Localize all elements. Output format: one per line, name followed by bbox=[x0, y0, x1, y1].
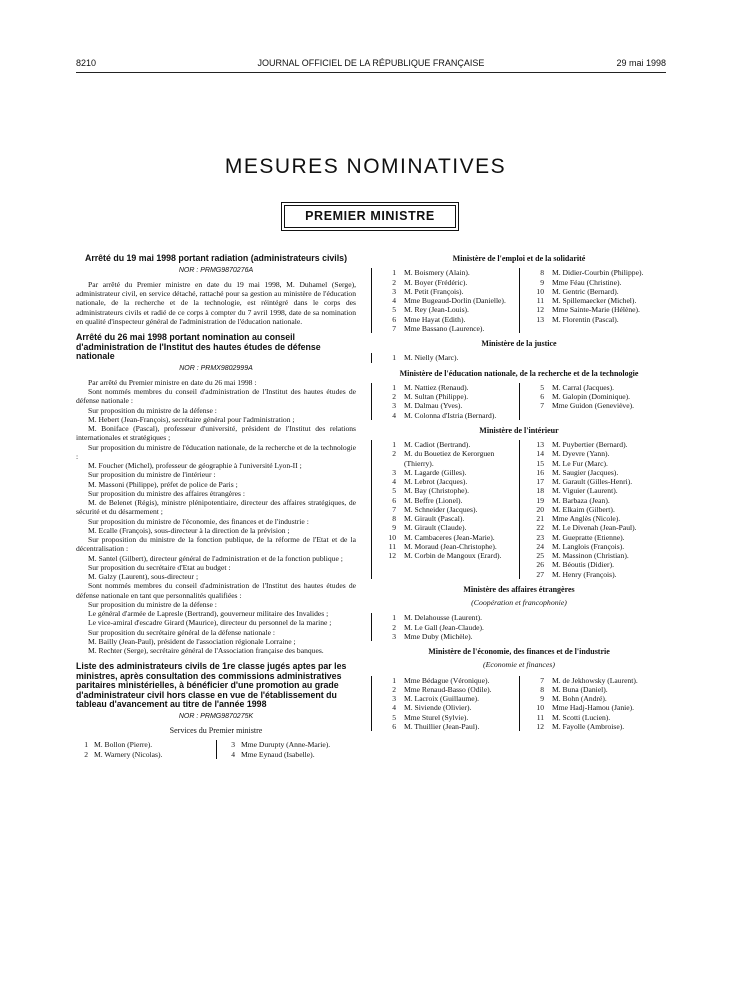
list-item-name: M. Corbin de Mangoux (Erard). bbox=[404, 551, 502, 560]
list-item-number: 21 bbox=[536, 514, 544, 523]
list-item-number: 3 bbox=[392, 286, 396, 296]
list-item-name: Mme Sainte-Marie (Hélène). bbox=[552, 305, 640, 315]
list-item bbox=[231, 740, 356, 750]
list-item-number: 16 bbox=[536, 467, 544, 477]
list-item-number: 2 bbox=[392, 449, 396, 459]
arrete-2-paragraph: Sur proposition du secrétaire général de la défense nationale : bbox=[88, 627, 276, 637]
list-item-name: M. Fayolle (Ambroise). bbox=[552, 721, 625, 731]
list-item-name: M. Langlois (François). bbox=[552, 541, 625, 551]
arrete-2-paragraph: Le vice-amiral d'escadre Girard (Maurice), directeur du personnel de la marine ; bbox=[88, 618, 332, 628]
list-item-name: Mme Bugeaud-Dorlin (Danielle). bbox=[404, 296, 506, 305]
header-rule bbox=[76, 72, 666, 73]
list-item-name: M. Florentin (Pascal). bbox=[552, 314, 619, 324]
list-item bbox=[392, 495, 519, 505]
list-item bbox=[536, 296, 667, 305]
list-item bbox=[540, 392, 667, 401]
arrete-3-title: Liste des administrateurs civils de 1re classe jugés aptes par les ministres, après consultation des commissions administratives paritaires ministérielles, à bénéficier d'une promotion au grade d'administrateur civil hors classe en vue de l'établissement du tableau d'avancement au titre de l'année 1998 bbox=[76, 661, 347, 710]
list-item-name: Mme Renaud-Basso (Odile). bbox=[404, 684, 492, 694]
list-item-name: M. Nielly (Marc). bbox=[404, 353, 459, 363]
ministry-list-right bbox=[519, 440, 667, 579]
list-item-number: 9 bbox=[540, 277, 544, 287]
list-item-number: 1 bbox=[392, 613, 396, 623]
list-item bbox=[392, 268, 519, 278]
journal-title: JOURNAL OFFICIEL DE LA RÉPUBLIQUE FRANÇAISE bbox=[257, 58, 485, 68]
ministry-list bbox=[371, 440, 667, 579]
list-item bbox=[392, 440, 519, 449]
arrete-2-paragraph: M. Ecalle (François), sous-directeur à la direction de la prévision ; bbox=[88, 525, 290, 535]
list-item-number: 11 bbox=[388, 541, 396, 551]
list-item bbox=[536, 495, 667, 505]
list-item-name: Mme Hadj-Hamou (Janie). bbox=[552, 703, 635, 713]
list-item-name: M. Garault (Gilles-Henri). bbox=[552, 477, 633, 486]
list-item-number: 1 bbox=[84, 740, 88, 750]
list-item bbox=[540, 675, 667, 685]
list-item-name: M. du Bouetiez de Kerorguen (Thierry). bbox=[404, 449, 495, 468]
list-item-name: Mme Sturel (Sylvie). bbox=[404, 712, 469, 722]
services-list-left bbox=[76, 740, 216, 759]
page-number: 8210 bbox=[76, 58, 97, 68]
list-item-number: 1 bbox=[392, 353, 396, 363]
ministry-list-left bbox=[371, 268, 519, 333]
list-item-number: 5 bbox=[392, 305, 396, 315]
list-item bbox=[536, 458, 667, 468]
list-item bbox=[536, 514, 667, 523]
list-item bbox=[536, 305, 667, 315]
list-item bbox=[392, 675, 519, 685]
list-item-name: M. Schneider (Jacques). bbox=[404, 504, 478, 514]
list-item-name: M. Saugier (Jacques). bbox=[552, 467, 619, 477]
list-item-name: M. Moraud (Jean-Christophe). bbox=[404, 541, 497, 551]
list-item-number: 3 bbox=[392, 694, 396, 703]
ministry-title: Ministère de la justice bbox=[481, 339, 557, 348]
section-title: PREMIER MINISTRE bbox=[284, 205, 456, 228]
list-item-number: 14 bbox=[536, 449, 544, 459]
ministry-title: Ministère de l'économie, des finances et de l'industrie bbox=[428, 647, 610, 656]
list-item bbox=[392, 504, 519, 514]
list-item bbox=[540, 268, 667, 278]
list-item-number: 24 bbox=[536, 541, 544, 551]
list-item bbox=[540, 684, 667, 694]
list-item bbox=[392, 277, 519, 287]
ministry-list bbox=[371, 268, 667, 333]
list-item-name: M. Dyevre (Yann). bbox=[552, 449, 610, 459]
list-item-name: Mme Bédague (Véronique). bbox=[404, 675, 490, 685]
list-item-number: 7 bbox=[392, 504, 396, 514]
list-item bbox=[392, 382, 519, 392]
list-item-name: M. Viguier (Laurent). bbox=[552, 486, 618, 496]
list-item-number: 25 bbox=[536, 551, 544, 560]
list-item bbox=[84, 749, 216, 759]
page-header bbox=[76, 58, 666, 72]
list-item bbox=[536, 569, 667, 579]
list-item-number: 23 bbox=[536, 532, 544, 542]
list-item-name: M. Béoutis (Didier). bbox=[552, 560, 615, 570]
list-item bbox=[392, 323, 519, 333]
ministry-subtitle: (Coopération et francophonie) bbox=[471, 598, 567, 607]
list-item-name: M. Lacroix (Guillaume). bbox=[404, 694, 480, 703]
list-item-number: 20 bbox=[536, 504, 544, 514]
list-item-name: M. Puybertier (Bernard). bbox=[552, 440, 628, 449]
list-item-name: M. Barbaza (Jean). bbox=[552, 495, 610, 505]
list-item-name: M. Thuillier (Jean-Paul). bbox=[404, 721, 480, 731]
list-item-number: 19 bbox=[536, 495, 544, 505]
list-item-name: Mme Guidon (Geneviève). bbox=[552, 401, 635, 411]
list-item-number: 2 bbox=[84, 749, 88, 759]
list-item-number: 8 bbox=[540, 268, 544, 278]
list-item bbox=[536, 504, 667, 514]
arrete-2-paragraph: M. Bailly (Jean-Paul), président de l'association régionale Lorraine ; bbox=[88, 636, 296, 646]
list-item-name: Mme Hayat (Edith). bbox=[404, 314, 466, 324]
arrete-2-paragraph: M. Santel (Gilbert), directeur général de l'administration et de la fonction publique ; bbox=[88, 553, 343, 563]
list-item bbox=[540, 277, 667, 287]
list-item-number: 11 bbox=[536, 712, 544, 722]
ministry-list-right bbox=[519, 383, 667, 420]
list-item bbox=[536, 449, 667, 459]
ministry-list-left bbox=[371, 440, 519, 579]
list-item-number: 12 bbox=[536, 721, 544, 731]
list-item-number: 12 bbox=[388, 551, 396, 560]
list-item-name: M. de Jekhowsky (Laurent). bbox=[552, 675, 638, 685]
list-item-name: M. Nattiez (Renaud). bbox=[404, 382, 469, 392]
list-item-number: 7 bbox=[540, 401, 544, 411]
list-item-name: M. Colonna d'Istria (Bernard). bbox=[404, 410, 497, 420]
arrete-2-paragraph: Sont nommés membres du conseil d'administration de l'Institut des hautes études de défense nationale en tant que personnalités qualifiées : bbox=[76, 581, 356, 600]
list-item-name: M. Buna (Daniel). bbox=[552, 684, 608, 694]
list-item-number: 2 bbox=[392, 684, 396, 694]
list-item bbox=[536, 440, 667, 449]
list-item-number: 2 bbox=[392, 277, 396, 287]
list-item-number: 7 bbox=[540, 675, 544, 685]
list-item bbox=[84, 740, 216, 750]
arrete-2-nor: NOR : PRMX9802999A bbox=[179, 364, 253, 372]
list-item-name: M. Rey (Jean-Louis). bbox=[404, 305, 469, 315]
list-item-number: 9 bbox=[540, 694, 544, 703]
list-item-number: 10 bbox=[388, 532, 396, 542]
list-item-name: M. Lagarde (Gilles). bbox=[404, 467, 467, 477]
list-item-number: 5 bbox=[392, 486, 396, 496]
list-item bbox=[536, 551, 667, 560]
ministry-subtitle: (Economie et finances) bbox=[483, 660, 555, 670]
list-item-number: 1 bbox=[392, 440, 396, 449]
arrete-2-paragraph: Par arrêté du Premier ministre en date du 26 mai 1998 : bbox=[88, 377, 257, 387]
list-item-name: M. Spillemaecker (Michel). bbox=[552, 296, 637, 305]
list-item-number: 13 bbox=[536, 440, 544, 449]
arrete-1-title: Arrêté du 19 mai 1998 portant radiation (administrateurs civils) bbox=[84, 253, 348, 263]
list-item-name: M. Elkaim (Gilbert). bbox=[552, 504, 615, 514]
arrete-2-paragraph: Sur proposition du ministre de la défense : bbox=[88, 599, 217, 609]
ministry-list bbox=[371, 353, 667, 362]
list-item-number: 12 bbox=[536, 305, 544, 315]
list-item-name: Mme Bassano (Laurence). bbox=[404, 323, 485, 333]
list-item bbox=[392, 514, 519, 523]
arrete-2-paragraph: M. de Belenet (Régis), ministre plénipotentiaire, directeur des affaires stratégiques, de sécurité et du désarmement ; bbox=[76, 498, 356, 517]
list-item-name: M. Girault (Claude). bbox=[404, 523, 467, 533]
list-item bbox=[536, 712, 667, 722]
list-item bbox=[392, 486, 519, 496]
list-item-name: M. Guepratte (Etienne). bbox=[552, 532, 625, 542]
main-title: MESURES NOMINATIVES bbox=[224, 155, 507, 178]
list-item-number: 6 bbox=[392, 314, 396, 324]
list-item-name: M. Massinon (Christian). bbox=[552, 551, 629, 560]
list-item-name: M. Bollon (Pierre). bbox=[94, 740, 153, 750]
list-item bbox=[536, 286, 667, 296]
ministry-list bbox=[371, 383, 667, 420]
list-item bbox=[392, 467, 519, 477]
list-item-number: 2 bbox=[392, 622, 396, 632]
ministry-list-left bbox=[371, 676, 519, 732]
list-item-number: 4 bbox=[392, 477, 396, 486]
arrete-2-paragraph: M. Massoni (Philippe), préfet de police de Paris ; bbox=[88, 479, 238, 489]
list-item-name: M. Le Gall (Jean-Claude). bbox=[404, 622, 484, 632]
list-item bbox=[392, 613, 667, 623]
list-item bbox=[540, 401, 667, 411]
ministry-list bbox=[371, 676, 667, 732]
arrete-2-paragraph: Sur proposition du ministre de la fonction publique, de la réforme de l'Etat et de la décentralisation : bbox=[76, 535, 356, 554]
list-item-number: 6 bbox=[392, 721, 396, 731]
list-item-number: 6 bbox=[392, 495, 396, 505]
list-item-number: 7 bbox=[392, 323, 396, 333]
ministry-list bbox=[371, 613, 667, 641]
list-item bbox=[536, 486, 667, 496]
list-item-number: 5 bbox=[392, 712, 396, 722]
list-item-number: 26 bbox=[536, 560, 544, 570]
list-item bbox=[536, 532, 667, 542]
arrete-2-paragraph: M. Hebert (Jean-François), secrétaire général pour l'administration ; bbox=[88, 414, 295, 424]
list-item-number: 4 bbox=[392, 410, 396, 420]
list-item-name: M. Bohn (André). bbox=[552, 694, 607, 703]
list-item-number: 3 bbox=[231, 740, 235, 750]
list-item bbox=[536, 721, 667, 731]
list-item-name: M. Bay (Christophe). bbox=[404, 486, 469, 496]
list-item bbox=[536, 541, 667, 551]
list-item-name: M. Carral (Jacques). bbox=[552, 382, 614, 392]
list-item bbox=[536, 314, 667, 324]
list-item-name: M. Warnery (Nicolas). bbox=[94, 749, 163, 759]
list-item-name: Mme Eynaud (Isabelle). bbox=[241, 749, 315, 759]
list-item bbox=[392, 523, 519, 533]
services-list-right bbox=[216, 740, 356, 759]
list-item-name: M. Boismery (Alain). bbox=[404, 268, 470, 278]
list-item-number: 4 bbox=[392, 296, 396, 305]
arrete-2-paragraph: Sur proposition du ministre de l'éducation nationale, de la recherche et de la technologie : bbox=[76, 442, 356, 461]
list-item bbox=[392, 622, 667, 632]
list-item-name: Mme Durupty (Anne-Marie). bbox=[241, 740, 331, 750]
list-item-name: M. Galopin (Dominique). bbox=[552, 392, 631, 401]
arrete-3-nor: NOR : PRMG9870275K bbox=[178, 712, 254, 720]
list-item bbox=[392, 314, 519, 324]
list-item bbox=[392, 631, 667, 641]
arrete-2-paragraph: Sur proposition du ministre de l'économie, des finances et de l'industrie : bbox=[88, 516, 309, 526]
arrete-2-paragraph: M. Rechter (Serge), secrétaire général de l'Association française des banques. bbox=[88, 646, 324, 655]
list-item bbox=[388, 541, 519, 551]
list-item-name: M. Le Fur (Marc). bbox=[552, 458, 608, 468]
list-item-name: M. Petit (François). bbox=[404, 286, 464, 296]
list-item bbox=[392, 712, 519, 722]
list-item-number: 6 bbox=[540, 392, 544, 401]
list-item-number: 1 bbox=[392, 675, 396, 685]
list-item bbox=[392, 392, 519, 401]
list-item-number: 17 bbox=[536, 477, 544, 486]
list-item-name: M. Boyer (Frédéric). bbox=[404, 277, 468, 287]
list-item-number: 13 bbox=[536, 314, 544, 324]
list-item-name: M. Beffre (Lionel). bbox=[404, 495, 463, 505]
list-item bbox=[536, 477, 667, 486]
ministry-title: Ministère de l'emploi et de la solidarité bbox=[452, 254, 586, 263]
list-item-name: M. Girault (Pascal). bbox=[404, 514, 465, 523]
list-item-name: Mme Duby (Michèle). bbox=[404, 631, 473, 641]
arrete-2-paragraph: Sur proposition du secrétaire d'Etat au budget : bbox=[88, 562, 231, 572]
list-item-name: M. Siviende (Olivier). bbox=[404, 703, 472, 713]
list-item-number: 3 bbox=[392, 401, 396, 411]
list-item-name: M. Henry (François). bbox=[552, 569, 617, 579]
list-item bbox=[392, 694, 519, 703]
right-column bbox=[371, 254, 667, 737]
list-item-number: 10 bbox=[536, 703, 544, 713]
ministry-title: Ministère de l'intérieur bbox=[479, 425, 559, 435]
list-item-number: 1 bbox=[392, 382, 396, 392]
ministry-list-left bbox=[371, 353, 667, 362]
list-item-name: M. Gentric (Bernard). bbox=[552, 286, 619, 296]
list-item-number: 8 bbox=[392, 514, 396, 523]
list-item bbox=[392, 286, 519, 296]
list-item-number: 8 bbox=[540, 684, 544, 694]
arrete-2-paragraph: Sur proposition du ministre de la défense : bbox=[88, 405, 217, 415]
list-item bbox=[392, 449, 519, 468]
list-item-number: 3 bbox=[392, 631, 396, 641]
list-item bbox=[392, 401, 519, 411]
list-item-name: M. Le Divenah (Jean-Paul). bbox=[552, 523, 637, 533]
list-item bbox=[392, 721, 519, 731]
services-title: Services du Premier ministre bbox=[169, 726, 263, 735]
arrete-2-paragraph: Sont nommés membres du conseil d'administration de l'Institut des hautes études de défense nationale : bbox=[76, 387, 356, 406]
arrete-2-paragraph: Le général d'armée de Lapresle (Bertrand), gouverneur militaire des Invalides ; bbox=[88, 609, 329, 618]
arrete-2-paragraph: M. Boniface (Pascal), professeur d'université, président de l'Institut des relations internationales et stratégiques ; bbox=[76, 424, 356, 443]
list-item bbox=[392, 477, 519, 486]
list-item bbox=[231, 749, 356, 759]
ministry-list-left bbox=[371, 613, 667, 641]
arrete-2-body bbox=[76, 378, 356, 656]
list-item bbox=[536, 467, 667, 477]
arrete-2-paragraph: M. Galzy (Laurent), sous-directeur ; bbox=[88, 572, 199, 581]
list-item-number: 10 bbox=[536, 286, 544, 296]
list-item-number: 18 bbox=[536, 486, 544, 496]
list-item bbox=[392, 410, 519, 420]
list-item-number: 11 bbox=[536, 296, 544, 305]
arrete-1-nor: NOR : PRMG9870276A bbox=[178, 266, 254, 274]
list-item-name: Mme Anglès (Nicole). bbox=[552, 514, 621, 523]
list-item-number: 9 bbox=[392, 523, 396, 533]
list-item-name: M. Cambaceres (Jean-Marie). bbox=[404, 532, 495, 542]
list-item-name: M. Delahousse (Laurent). bbox=[404, 613, 483, 623]
list-item-number: 2 bbox=[392, 392, 396, 401]
list-item-name: M. Cadiot (Bertrand). bbox=[404, 440, 471, 449]
list-item-number: 27 bbox=[536, 569, 544, 579]
list-item bbox=[540, 694, 667, 703]
list-item bbox=[536, 523, 667, 533]
list-item bbox=[392, 353, 667, 363]
list-item bbox=[536, 703, 667, 713]
list-item-number: 5 bbox=[540, 382, 544, 392]
issue-date: 29 mai 1998 bbox=[616, 58, 666, 68]
list-item bbox=[536, 560, 667, 570]
list-item-name: M. Sultan (Philippe). bbox=[404, 392, 469, 401]
ministry-title: Ministère des affaires étrangères bbox=[463, 584, 575, 594]
list-item-number: 22 bbox=[536, 523, 544, 533]
list-item-number: 4 bbox=[231, 749, 235, 759]
list-item bbox=[392, 684, 519, 694]
list-item-name: Mme Féau (Christine). bbox=[552, 277, 622, 287]
list-item bbox=[392, 305, 519, 315]
list-item bbox=[392, 296, 519, 305]
list-item-name: M. Dalmau (Yves). bbox=[404, 401, 463, 411]
services-list bbox=[76, 740, 356, 759]
arrete-2-title: Arrêté du 26 mai 1998 portant nomination au conseil d'administration de l'Institut des hautes études de défense nationale bbox=[76, 332, 321, 361]
list-item bbox=[388, 551, 519, 560]
list-item bbox=[392, 703, 519, 713]
list-item-number: 3 bbox=[392, 467, 396, 477]
left-column bbox=[76, 254, 356, 759]
ministry-title: Ministère de l'éducation nationale, de la recherche et de la technologie bbox=[399, 368, 639, 378]
list-item bbox=[540, 382, 667, 392]
arrete-1-text: Par arrêté du Premier ministre en date du 19 mai 1998, M. Duhamel (Serge), administrateur civil, en service détaché, rattaché pour sa gestion au ministère de l'éducation nationale, de la recherche et de la technologie, est réintégré dans le corps des administrateurs civils et radié de ce corps à compter du 7 avril 1998, date de sa nomination en qualité d'inspecteur général de l'administration de l'éducation nationale. bbox=[76, 279, 356, 326]
ministry-list-left bbox=[371, 383, 519, 420]
arrete-2-paragraph: Sur proposition du ministre de l'intérieur : bbox=[88, 470, 216, 480]
list-item-name: M. Lebrot (Jacques). bbox=[404, 477, 468, 486]
list-item-number: 15 bbox=[536, 458, 544, 468]
ministry-list-right bbox=[519, 268, 667, 333]
list-item-number: 4 bbox=[392, 703, 396, 713]
list-item-name: M. Didier-Courbin (Philippe). bbox=[552, 268, 644, 278]
list-item bbox=[388, 532, 519, 542]
list-item-name: M. Scotti (Lucien). bbox=[552, 712, 611, 722]
arrete-2-paragraph: M. Foucher (Michel), professeur de géographie à l'université Lyon-II ; bbox=[88, 461, 302, 470]
ministry-list-right bbox=[519, 676, 667, 732]
list-item-number: 1 bbox=[392, 268, 396, 278]
arrete-2-paragraph: Sur proposition du ministre des affaires étrangères : bbox=[88, 488, 245, 498]
